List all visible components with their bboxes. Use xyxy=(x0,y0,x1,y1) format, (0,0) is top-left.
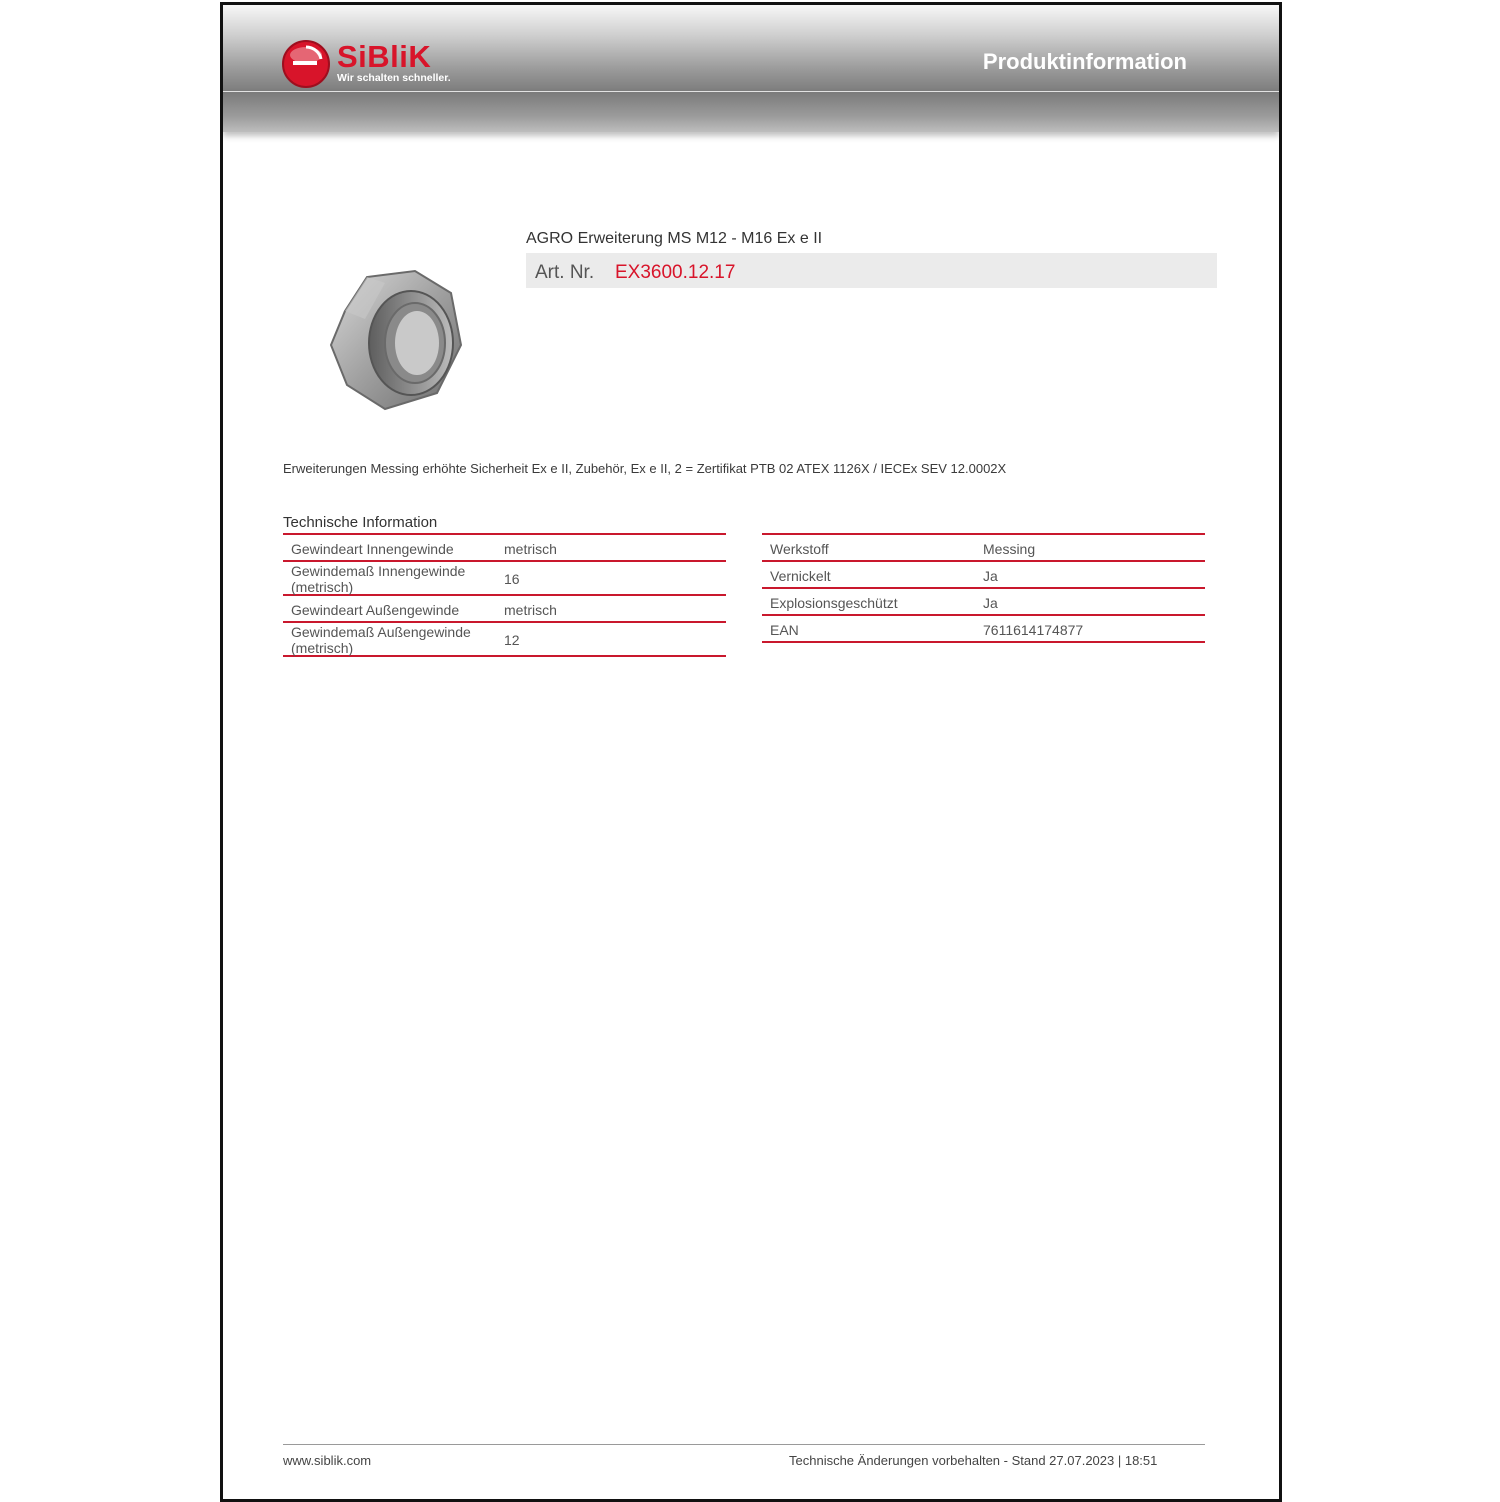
page-title: Produktinformation xyxy=(982,49,1187,74)
spec-name: Gewindemaß Außengewinde (metrisch) xyxy=(291,624,471,656)
product-image xyxy=(325,263,465,413)
footer-website-link[interactable]: www.siblik.com xyxy=(283,1453,372,1468)
article-number: EX3600.12.17 xyxy=(615,262,736,283)
table-row xyxy=(283,562,726,596)
spec-name: Gewindeart Außengewinde xyxy=(291,602,460,618)
siblik-logo xyxy=(281,39,481,91)
spec-value: 16 xyxy=(504,571,520,587)
spec-name: Gewindemaß Innengewinde (metrisch) xyxy=(291,563,466,595)
spec-value: 7611614174877 xyxy=(983,622,1084,638)
spec-name: Explosionsgeschützt xyxy=(770,595,898,611)
product-description: Erweiterungen Messing erhöhte Sicherheit Ex e II, Zubehör, Ex e II, 2 = Zertifikat PTB 02 ATEX 1126X / IECEx SEV 12.0002X xyxy=(283,461,1007,476)
product-sheet xyxy=(220,2,1282,1502)
logo-wordmark: SiBliK xyxy=(337,39,432,74)
spec-value: Messing xyxy=(983,541,1036,557)
spec-table-right xyxy=(762,533,1205,643)
footer-divider xyxy=(283,1444,1205,1445)
header-lower-band xyxy=(223,92,1279,132)
product-title: AGRO Erweiterung MS M12 - M16 Ex e II xyxy=(526,230,823,247)
table-row xyxy=(283,623,726,657)
table-row xyxy=(283,596,726,623)
table-row xyxy=(762,535,1205,562)
spec-name: Werkstoff xyxy=(770,541,829,557)
spec-value: metrisch xyxy=(504,541,557,557)
tech-info-heading: Technische Information xyxy=(283,514,438,531)
table-row xyxy=(762,562,1205,589)
spec-table-left xyxy=(283,533,726,657)
table-row xyxy=(762,616,1205,643)
table-row xyxy=(283,535,726,562)
logo-circle-icon xyxy=(281,39,331,89)
logo-tagline: Wir schalten schneller. xyxy=(337,72,451,84)
spec-value: Ja xyxy=(983,595,998,611)
article-number-bar xyxy=(526,253,1217,288)
spec-name: Gewindeart Innengewinde xyxy=(291,541,454,557)
spec-name: Vernickelt xyxy=(770,568,831,584)
spec-value: Ja xyxy=(983,568,998,584)
spec-value: 12 xyxy=(504,632,520,648)
article-number-label: Art. Nr. xyxy=(535,262,595,283)
table-row xyxy=(762,589,1205,616)
spec-name: EAN xyxy=(770,622,799,638)
footer-notice: Technische Änderungen vorbehalten - Stand 27.07.2023 | 18:51 xyxy=(789,1453,1158,1468)
spec-value: metrisch xyxy=(504,602,557,618)
